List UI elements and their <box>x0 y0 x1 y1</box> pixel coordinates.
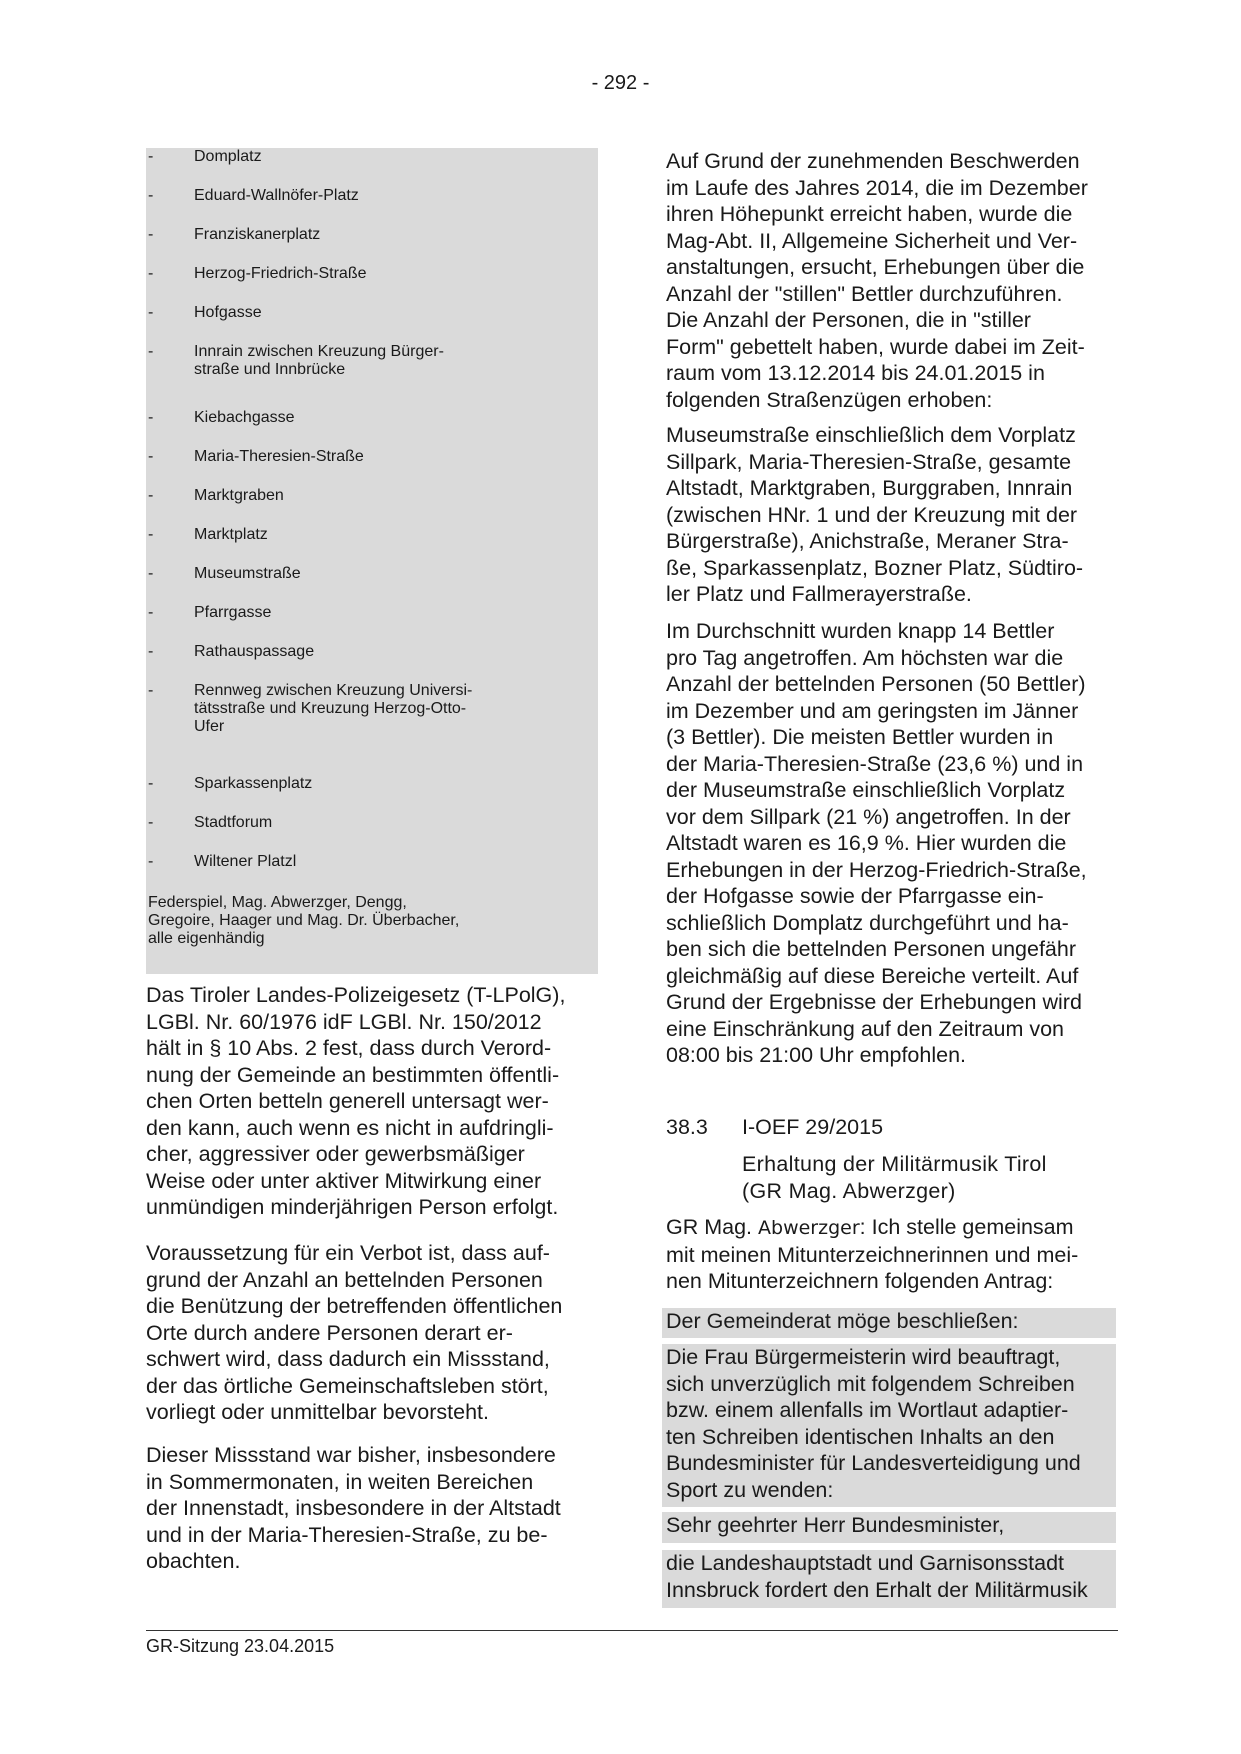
speaker-prefix: GR Mag. <box>666 1215 753 1239</box>
footer-divider <box>146 1630 1118 1631</box>
signatories: Federspiel, Mag. Abwerzger, Dengg, Gregoire, Haager und Mag. Dr. Überbacher, alle eigenhändig <box>148 894 460 947</box>
paragraph-durchschnitt: Im Durchschnitt wurden knapp 14 Bettler pro Tag angetroffen. Am höchsten war die Anzahl der bettelnden Personen (50 Bettler) im Dezember und am geringsten im Jänner (3 Bettler). Die meisten Bettler wurden in der Maria-Theresien-Straße (23,6 %) und in der Museumstraße einschließlich Vorplatz vor dem Sillpark (21 %) angetroffen. In der Altstadt waren es 16,9 %. Hier wurden die Erhebungen in der Herzog-Friedrich-Straße, der Hofgasse sowie der Pfarrgasse ein- schließlich Domplatz durchgeführt und ha- ben sich die bettelnden Personen ungefähr gleichmäßig auf diese Bereiche verteilt. Auf Grund der Ergebnisse der Erhebungen wird eine Einschränkung auf den Zeitraum von 08:00 bis 21:00 Uhr empfohlen. <box>666 619 1087 1067</box>
paragraph-voraussetzung: Voraussetzung für ein Verbot ist, dass auf- grund der Anzahl an bettelnden Personen die Benützung der betreffenden öffentlichen Orte durch andere Personen derart er- schwert wird, dass dadurch ein Missstand, der das örtliche Gemeinschaftsleben stört, vorliegt oder unmittelbar bevorsteht. <box>146 1241 563 1424</box>
salutation-box <box>662 1512 1116 1543</box>
paragraph-missstand: Dieser Missstand war bisher, insbesondere in Sommermonaten, in weiten Bereichen der Innenstadt, insbesondere in der Altstadt und in der Maria-Theresien-Straße, zu be- obachten. <box>146 1443 561 1573</box>
page-number: - 292 - <box>591 72 650 94</box>
paragraph-strassenzuege: Museumstraße einschließlich dem Vorplatz Sillpark, Maria-Theresien-Straße, gesamte Altstadt, Marktgraben, Burggraben, Innrain (zwischen HNr. 1 und der Kreuzung mit der Bürgerstraße), Anichstraße, Meraner Stra- ße, Sparkassenplatz, Bozner Platz, Südtiro- ler Platz und Fallmerayerstraße. <box>666 423 1084 606</box>
salutation: Sehr geehrter Herr Bundesminister, <box>666 1513 1005 1537</box>
motion-heading: Der Gemeinderat möge beschließen: <box>666 1309 1019 1333</box>
street-list-box: - Domplatz - Eduard-Wallnöfer-Platz - Franziskanerplatz - Herzog-Friedrich-Straße - Hofgasse - Innrain zwischen Kreuzung Bürger- straße und Innbrücke - Kiebachgasse - Maria-Theresien-Straße - Marktgraben - Marktplatz - Museumstraße - Pfarrgasse - Rathauspassage - Rennweg zwischen Kreuzung Universi- tätsstraße und Kreuzung Herzog-Otto- Ufer - Sparkassenplatz - Stadtforum - Wiltener Platzl Federspiel, Mag. Abwerzger, Dengg, Gregoire, Haager und Mag. Dr. Überbacher, alle eigenhändig <box>146 148 598 974</box>
speaker-name: Abwerzger <box>758 1217 860 1239</box>
paragraph-beschwerden: Auf Grund der zunehmenden Beschwerden im Laufe des Jahres 2014, die im Dezember ihren Höhepunkt erreicht haben, wurde die Mag-Abt. II, Allgemeine Sicherheit und Ver- anstaltungen, ersucht, Erhebungen über die Anzahl der "stillen" Bettler durchzuführen. Die Anzahl der Personen, die in "stiller Form" gebettelt haben, wurde dabei im Zeit- raum vom 13.12.2014 bis 24.01.2015 in folgenden Straßenzügen erhoben: <box>666 149 1088 412</box>
agenda-title: Erhaltung der Militärmusik Tirol (GR Mag. Abwerzger) <box>742 1152 1047 1203</box>
agenda-number: 38.3 <box>666 1115 708 1139</box>
paragraph-tlpolg: Das Tiroler Landes-Polizeigesetz (T-LPolG), LGBl. Nr. 60/1976 idF LGBl. Nr. 150/2012 hält in § 10 Abs. 2 fest, dass durch Verord- nung der Gemeinde an bestimmten öffentli- chen Orten betteln generell untersagt wer- den kann, auch wenn es nicht in aufdringli- cher, aggressiver oder gewerbsmäßiger Weise oder unter aktiver Mitwirkung einer unmündigen minderjährigen Person erfolgt. <box>146 983 566 1219</box>
motion-body-box: Die Frau Bürgermeisterin wird beauftragt, sich unverzüglich mit folgendem Schreiben bzw. einem allenfalls im Wortlaut adaptier- ten Schreiben identischen Inhalts an den Bundesminister für Landesverteidigung und Sport zu wenden: <box>662 1344 1116 1507</box>
agenda-id: I-OEF 29/2015 <box>742 1115 884 1139</box>
letter-box: die Landeshauptstadt und Garnisonsstadt Innsbruck fordert den Erhalt der Militärmusik <box>662 1550 1116 1608</box>
motion-heading-box <box>662 1308 1116 1338</box>
speaker-paragraph: GR Mag. Abwerzger: Ich stelle gemeinsam mit meinen Mitunterzeichnerinnen und mei- nen Mitunterzeichnern folgenden Antrag: <box>666 1215 1079 1293</box>
footer-session: GR-Sitzung 23.04.2015 <box>146 1636 335 1656</box>
